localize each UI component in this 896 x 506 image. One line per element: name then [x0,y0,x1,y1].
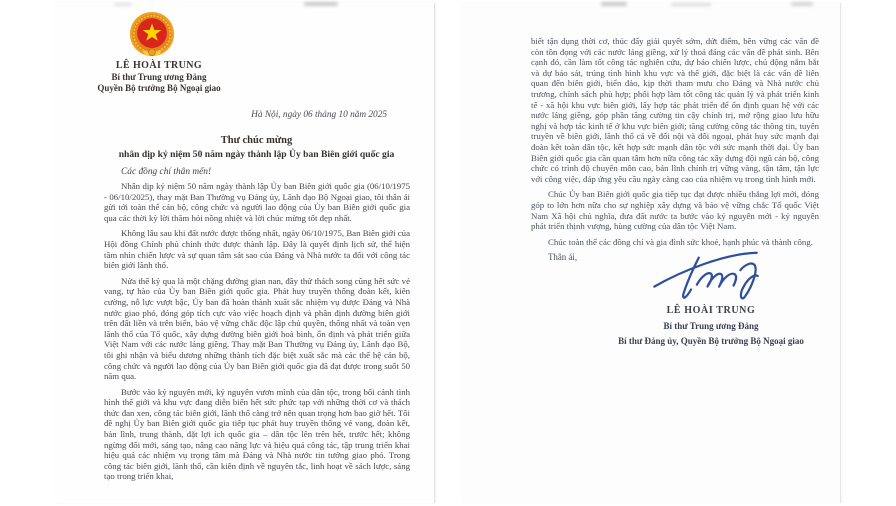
dateline: Hà Nội, ngày 06 tháng 10 năm 2025 [251,110,387,120]
paragraph: Nhân dịp kỷ niệm 50 năm ngày thành lập Ủy ban Biên giới quốc gia (06/10/1975 - 06/10/2025), thay mặt Ban Thường vụ Đảng ủy, Lãnh đạo Bộ Ngoại giao, tôi thân ái gửi tới toàn thể cán bộ, công chức và người lao động của Ủy ban Biên giới quốc gia qua các thời kỳ lời thăm hỏi nồng nhiệt và lời chúc mừng tốt đẹp nhất. [104,181,410,223]
paragraph: Nửa thế kỷ qua là một chặng đường gian nan, đầy thử thách song cũng hết sức vẻ vang, tự hào của Ủy ban Biên giới quốc gia. Phát huy truyền thống đoàn kết, kiên cường, nỗ lực vượt bậc, Ủy ban đã hoàn thành xuất sắc nhiệm vụ được Đảng và Nhà nước giao phó, đóng góp tích cực vào việc hoạch định và phân định đường biên giới trên đất liền và trên biển, bảo vệ vững chắc độc lập chủ quyền, thống nhất và toàn vẹn lãnh thổ của Tổ quốc, xây dựng đường biên giới hoà bình, ổn định và phát triển giữa Việt Nam với các nước láng giềng. Thay mặt Ban Thường vụ Đảng ủy, Lãnh đạo Bộ, tôi ghi nhận và biểu dương những thành tích đặc biệt xuất sắc mà các thế hệ cán bộ, công chức và người lao động của Ủy ban Biên giới quốc gia đã đạt được trong suốt 50 năm qua. [104,275,410,382]
paragraph: Không lâu sau khi đất nước được thống nhất, ngày 06/10/1975, Ban Biên giới của Hội đồng Chính phủ chính thức được thành lập. Đây là quyết định lịch sử, thể hiện tầm nhìn chiến lược và sự quan tâm sát sao của Đảng và Nhà nước ta đối với công tác biên giới lãnh thổ. [104,228,410,271]
letter-title: Thư chúc mừng [220,135,293,146]
signer-block [576,305,846,346]
scan-artifact [114,3,132,6]
signer-role-1: Bí thư Trung ương Đảng [663,321,759,331]
scan-artifact [671,3,711,6]
letterhead-name: LÊ HOÀI TRUNG [115,60,203,71]
letter-heading [94,135,419,160]
vietnam-national-emblem-icon [126,11,178,59]
paragraph: Chúc Ủy ban Biên giới quốc gia tiếp tục đạt được nhiều thắng lợi mới, đóng góp to lớn hơn nữa cho sự nghiệp xây dựng và bảo vệ vững chắc Tổ quốc Việt Nam Xã hội chủ nghĩa, đưa đất nước ta bước vào kỷ nguyên mới - kỷ nguyên phát triển thịnh vượng, hùng cường của dân tộc Việt Nam. [531,189,819,232]
paragraph: Bước vào kỷ nguyên mới, kỷ nguyên vươn mình của dân tộc, trong bối cảnh tình hình thế giới và khu vực đang diễn biến hết sức phức tạp với những thời cơ và thách thức đan xen, công tác biên giới, lãnh thổ càng trở nên quan trọng hơn bao giờ hết. Tôi đề nghị Ủy ban Biên giới quốc gia tiếp tục phát huy truyền thống vẻ vang, đoàn kết, bản lĩnh, trung thành, đặt lợi ích quốc gia – dân tộc lên trên hết, trước hết; không ngừng đổi mới, sáng tạo, nâng cao năng lực và hiệu quả công tác, tập trung triển khai hiệu quả các nhiệm vụ trọng tâm mà Đảng và Nhà nước tin tưởng giao phó. Trong công tác biên giới, lãnh thổ, cần kiên định về nguyên tắc, linh hoạt về sách lược, sáng tạo trong triển khai, [104,386,410,482]
letter-page-1 [54,3,435,503]
salutation: Các đồng chí thân mến! [121,167,212,177]
handwritten-signature-icon [646,246,796,304]
signer-role-2: Bí thư Đảng ủy, Quyền Bộ trưởng Bộ Ngoại giao [618,336,804,346]
letterhead [59,60,259,93]
scan-artifact [601,2,627,6]
page-1-body [104,181,410,487]
paragraph-continued: biết tận dụng thời cơ, thúc đẩy giải quyết sớm, dứt điểm, bền vững các vấn đề còn tồn đọng với các nước láng giềng, xử lý thoả đáng các vấn đề phát sinh. Bên cạnh đó, cần làm tốt công tác nghiên cứu, dự báo chiến lược, chủ động nắm bắt và dự báo sát, trúng tình hình khu vực và thế giới, đặc biệt là các vấn đề liên quan đến biên giới, biển đảo, kịp thời tham mưu cho Đảng và Nhà nước chủ trương, chính sách phù hợp; phối hợp làm tốt công tác quản lý và phát triển kinh tế - xã hội khu vực biên giới, lấy hợp tác phát triển để ổn định quan hệ với các nước láng giềng, góp phần tăng cường tin cậy chính trị, mở rộng giao lưu hữu nghị và hợp tác kinh tế ở khu vực biên giới; tăng cường công tác thông tin, tuyên truyền về biên giới, lãnh thổ cả về đối nội và đối ngoại, phát huy sức mạnh đại đoàn kết toàn dân tộc, kết hợp sức mạnh dân tộc với sức mạnh thời đại. Ủy ban Biên giới quốc gia cần quan tâm hơn nữa công tác xây dựng đội ngũ cán bộ, công chức có trình độ chuyên môn cao, bản lĩnh chính trị vững vàng, tận tâm, tận lực với công việc, đáp ứng yêu cầu ngày càng cao của nhiệm vụ trong tình hình mới. [531,36,819,184]
valediction: Thân ái, [548,252,578,263]
scan-artifact [304,2,338,6]
letter-page-2 [461,3,841,503]
signer-name: LÊ HOÀI TRUNG [666,305,756,316]
scan-artifact [791,2,813,6]
page-2-body [531,36,819,263]
paragraph: Chúc toàn thể các đồng chí và gia đình sức khoẻ, hạnh phúc và thành công. [548,236,813,247]
letter-subtitle: nhân dịp kỷ niệm 50 năm ngày thành lập Ủy ban Biên giới quốc gia [118,149,395,160]
letterhead-title-1: Bí thư Trung ương Đảng [111,72,207,82]
letterhead-title-2: Quyền Bộ trưởng Bộ Ngoại giao [97,83,221,93]
